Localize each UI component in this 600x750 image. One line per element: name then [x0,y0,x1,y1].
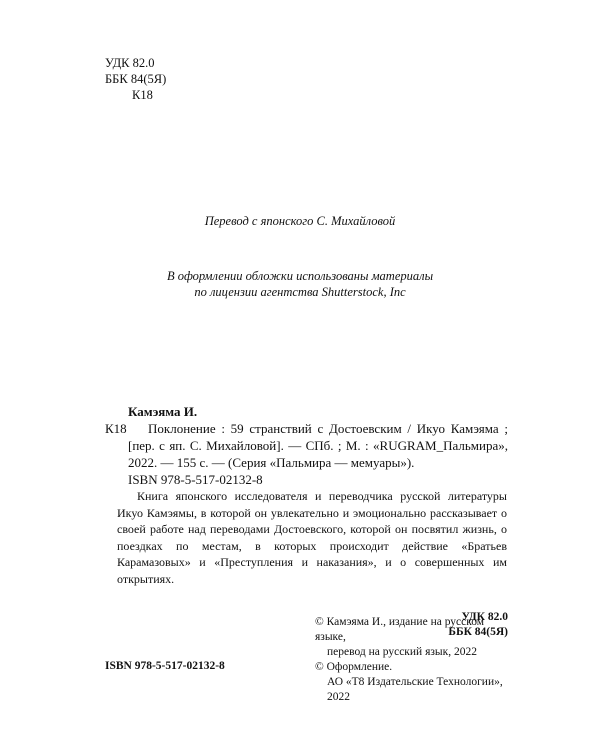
udk-code: УДК 82.0 [105,56,155,70]
author-heading: Камэяма И. [128,404,198,419]
copyright-line-3: © Оформление. [315,661,393,673]
bibliography-author-mark: К18 [105,421,127,436]
cover-credit [0,268,600,300]
copyright-line-2: перевод на русский язык, 2022 [327,646,477,658]
book-annotation: Книга японского исследователя и переводчика русской литературы Икуо Камэямы, в которой он увлекательно и эмоционально рассказывает о своей работе над переводами Достоевского, которой он посвятил жизнь, о поездках по местам, в которых происходит действие «Братьев Карамазовых» и «Преступления и наказания», и о совершенных им открытиях. [117,489,507,586]
copyright-line-4: АО «Т8 Издательские Технологии», 2022 [327,676,503,703]
bibliography-isbn: ISBN 978-5-517-02132-8 [128,472,263,487]
author-mark: К18 [132,88,153,102]
footer-bbk: ББК 84(5Я) [448,626,508,638]
cover-credit-line-1: В оформлении обложки использованы материалы [166,269,434,283]
classification-codes [105,55,166,103]
footer-isbn: ISBN 978-5-517-02132-8 [105,660,225,672]
footer-udk: УДК 82.0 [461,611,508,623]
bbk-code: ББК 84(5Я) [105,72,167,86]
translator-credit: Перевод с японского С. Михайловой [204,214,396,228]
cover-credit-line-2: по лицензии агентства Shutterstock, Inc [194,285,406,299]
bibliographic-description: Поклонение : 59 странствий с Достоевским / Икуо Камэяма ; [пер. с яп. С. Михайловой]. — СПб. ; М. : «RUGRAM_Пальмира», 2022. — 155 с. — (Серия «Пальмира — мемуары»). [128,421,508,470]
copyright-line-1: © Камэяма И., издание на русском языке, [315,616,485,643]
copyright-block [315,615,515,705]
